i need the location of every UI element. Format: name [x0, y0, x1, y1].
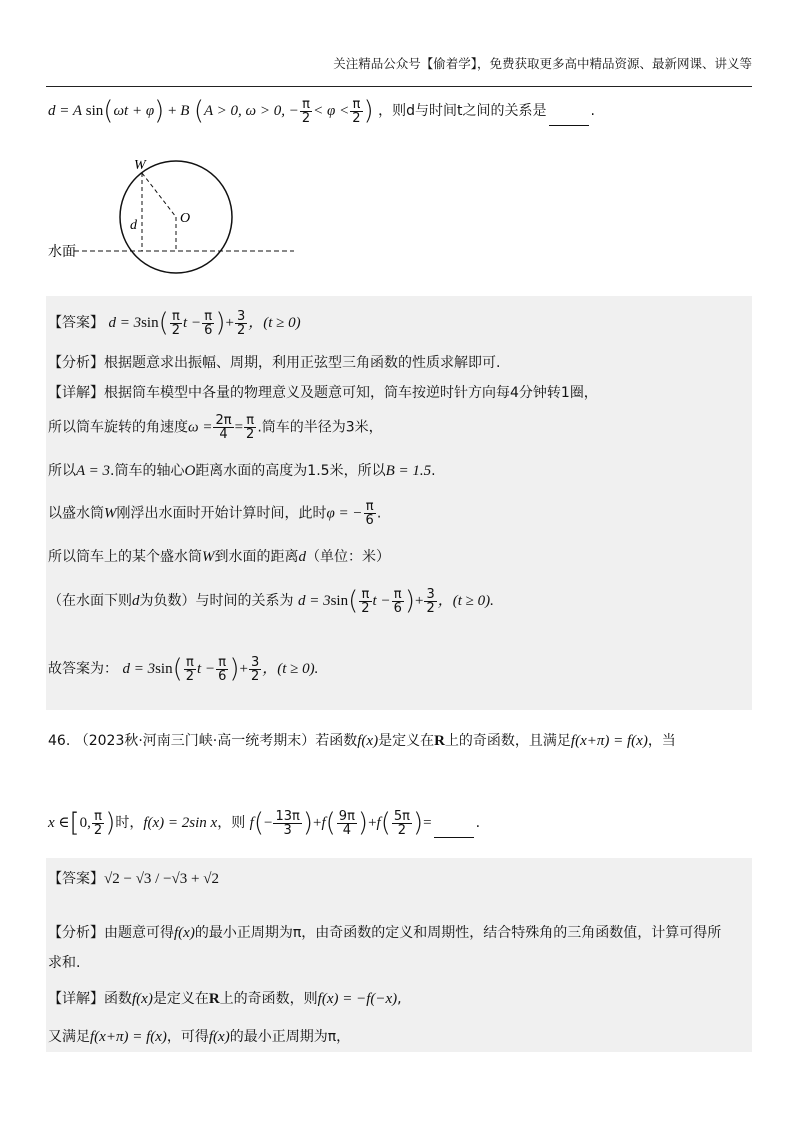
detail-45-line4 [48, 500, 381, 527]
analysis-text: 的最小正周期为π，由奇函数的定义和周期性，结合特殊角的三角函数值，计算可得所 [194, 925, 722, 941]
detail-text: ，可得 [166, 1029, 209, 1045]
detail-45-line1 [48, 382, 598, 402]
frac: $\frac{3}{2}$ [250, 654, 260, 684]
math: d [132, 593, 140, 609]
question-text: （2023秋·河南三门峡·高一统考期末）若函数 [74, 733, 358, 749]
question-45-tail: d = A sin(ωt + φ) + B (A > 0, ω > 0, − $\frac{\pi}{2}$ < φ < $\frac{\pi}{2}$ ) ，则d与时间t之间的关系是 . [48, 96, 595, 126]
detail-text: 所以 [48, 463, 76, 479]
question-number: 46. [48, 733, 71, 749]
math: A = 3 [76, 463, 111, 479]
frac: $\frac{\pi}{2}$ [93, 808, 103, 838]
frac: $\frac{9\pi}{4}$ [338, 808, 355, 838]
paren: [ [69, 808, 80, 838]
frac: $\frac{2\pi}{4}$ [215, 413, 232, 442]
detail-text: 刚浮出水面时开始计算时间，此时 [116, 505, 327, 522]
condition: < φ < [313, 103, 350, 119]
math: f(x) [357, 733, 379, 749]
label-water: 水面 [48, 244, 76, 260]
formula: sin [155, 661, 173, 677]
ans-plus: + [225, 315, 234, 331]
blank [549, 113, 589, 126]
detail-text: 距离水面的高度为1.5米，所以 [195, 463, 386, 479]
page-header: 关注精品公众号【偷着学】，免费获取更多高中精品资源、最新网课、讲义等 [333, 56, 752, 71]
frac: $\frac{\pi}{2}$ [361, 586, 370, 616]
paren: ( [253, 808, 264, 838]
frac: $\frac{\pi}{6}$ [393, 586, 402, 616]
detail-45-line5 [48, 546, 390, 566]
paren: ( [103, 96, 114, 126]
frac: $\frac{\pi}{2}$ [171, 308, 181, 338]
math: f [321, 815, 326, 831]
blank [434, 825, 474, 838]
formula: t − [197, 661, 216, 677]
detail-text: 所以筒车旋转的角速度 [48, 419, 188, 436]
answer-tag: 【答案】 [48, 315, 104, 331]
detail-text: 为负数）与时间的关系为 [139, 593, 294, 609]
paren: ) [404, 586, 416, 616]
detail-tag: 【详解】 [48, 385, 104, 401]
detail-text: 故答案为： [48, 661, 118, 677]
formula-sin: sin [82, 103, 104, 119]
frac: $\frac{\pi}{6}$ [204, 308, 213, 338]
math: f [376, 815, 381, 831]
math: O [184, 463, 196, 479]
water-wheel-figure [44, 155, 304, 290]
analysis-45 [48, 352, 500, 372]
frac: $\frac{\pi}{2}$ [185, 654, 195, 684]
answer-tag: 【答案】 [48, 871, 104, 887]
question-text: 上的奇函数，且满足 [444, 733, 571, 749]
paren: ( [380, 808, 391, 838]
detail-text: . [431, 463, 436, 479]
math: W [104, 505, 117, 522]
frac: $\frac{3}{2}$ [426, 586, 435, 616]
answer-46 [48, 868, 219, 888]
detail-text: 到水面的距离 [214, 549, 299, 565]
detail-text: 所以筒车上的某个盛水筒 [48, 549, 202, 565]
math: d [298, 549, 306, 565]
formula-omega: ωt + φ [113, 103, 155, 119]
analysis-tag: 【分析】 [48, 355, 104, 371]
frac: $\frac{\pi}{6}$ [218, 654, 227, 684]
paren: ( [325, 808, 336, 838]
detail-45-line3 [48, 460, 436, 480]
math: R [434, 733, 445, 749]
math: R [208, 991, 220, 1007]
math: f(x) [208, 1029, 230, 1045]
detail-text: . [376, 505, 382, 522]
paren: ( [172, 654, 183, 684]
paren: ( [193, 96, 205, 126]
analysis-text: 由题意可得 [104, 925, 174, 941]
label-o: O [180, 211, 191, 226]
formula: t − [372, 593, 391, 609]
formula: + [415, 593, 424, 609]
paren: ) [154, 96, 165, 126]
formula: sin [330, 593, 349, 609]
math: x ∈ [48, 815, 70, 831]
header-rule [46, 86, 752, 87]
paren: ) [105, 808, 116, 838]
condition: A > 0, ω > 0, − [204, 103, 299, 119]
detail-46-line2 [48, 1026, 350, 1046]
frac: $\frac{\pi}{2}$ [246, 413, 255, 442]
math: f(x) = 2sin x [143, 815, 218, 831]
frac: $\frac{\pi}{2}$ [352, 96, 361, 126]
question-text: ，当 [647, 733, 676, 749]
question-text: ，则 [217, 815, 246, 831]
formula-plus: + [164, 103, 181, 119]
analysis-text: 根据题意求出振幅、周期，利用正弦型三角函数的性质求解即可. [104, 355, 501, 371]
detail-text: （单位：米） [306, 549, 390, 565]
paren: ) [412, 808, 424, 838]
phi: φ = − [326, 505, 363, 522]
detail-text: 又满足 [48, 1029, 90, 1045]
detail-45-line6 [48, 586, 494, 616]
detail-text: 的最小正周期为π， [229, 1029, 351, 1045]
question-46-line1 [48, 730, 676, 750]
question-46-line2 [48, 808, 480, 838]
omega: ω = [188, 419, 213, 436]
detail-text: （在水面下则 [48, 593, 132, 609]
math: 0, [79, 815, 91, 831]
math: ，(t ≥ 0). [262, 661, 319, 677]
math: f(x) [132, 991, 153, 1007]
frac: $\frac{\pi}{2}$ [301, 96, 311, 126]
math: − [264, 815, 273, 831]
question-text: . [475, 815, 481, 831]
detail-tag: 【详解】 [48, 991, 104, 1007]
math: B = 1.5 [385, 463, 432, 479]
frac: $\frac{5\pi}{2}$ [393, 808, 410, 838]
line1-text: ，则d与时间t之间的关系是 [378, 103, 547, 119]
frac: $\frac{3}{2}$ [236, 308, 246, 338]
analysis-46-line1 [48, 922, 721, 942]
math: + [368, 815, 377, 831]
math: W [202, 549, 215, 565]
math: ，(t ≥ 0). [437, 593, 494, 609]
math: f(x+π) = f(x) [570, 733, 648, 749]
paren: ( [348, 586, 359, 616]
analysis-tag: 【分析】 [48, 925, 104, 941]
detail-text: 以盛水筒 [48, 505, 104, 522]
detail-text: 是定义在 [152, 991, 209, 1007]
label-w: W [134, 158, 146, 173]
analysis-text: 求和. [48, 955, 81, 971]
formula: d = 3 [122, 661, 156, 677]
frac: $\frac{13\pi}{3}$ [275, 808, 300, 838]
math: f(x+π) = f(x) [90, 1029, 167, 1045]
answer-45 [48, 308, 301, 338]
ans-cond: ，(t ≥ 0) [248, 315, 301, 331]
detail-46-line1 [48, 988, 402, 1008]
detail-45-line7 [48, 654, 318, 684]
math: = [423, 815, 432, 831]
question-text: 是定义在 [378, 733, 435, 749]
paren: ) [215, 308, 226, 338]
question-text: 时， [115, 815, 144, 831]
detail-text: , [397, 991, 402, 1007]
eq: = [234, 419, 244, 436]
label-d: d [130, 218, 137, 233]
answer-formula: √2 − √3 / −√3 + √2 [104, 871, 219, 887]
paren: ) [229, 654, 240, 684]
formula-b: B [180, 103, 190, 119]
frac: $\frac{\pi}{6}$ [365, 499, 374, 528]
detail-text: .筒车的轴心 [110, 463, 185, 479]
detail-text: 上的奇函数，则 [219, 991, 318, 1007]
paren: ) [302, 808, 313, 838]
formula: + [239, 661, 248, 677]
paren: ) [357, 808, 369, 838]
detail-text: 函数 [104, 991, 132, 1007]
math: f [249, 815, 254, 831]
paren: ( [158, 308, 169, 338]
paren: ) [363, 96, 374, 126]
detail-text: .筒车的半径为3米， [257, 419, 383, 436]
detail-text: 根据筒车模型中各量的物理意义及题意可知，筒车按逆时针方向每4分钟转1圈， [104, 385, 598, 401]
ans-formula: d = 3 [108, 315, 142, 331]
analysis-46-line2 [48, 952, 80, 972]
detail-45-line2 [48, 414, 383, 441]
ans-t: t − [183, 315, 202, 331]
formula: d = 3 [297, 593, 331, 609]
formula-d: d = A [48, 103, 83, 119]
ans-sin: sin [141, 315, 159, 331]
math: f(x) [174, 925, 195, 941]
math: + [313, 815, 322, 831]
math: f(x) = −f(−x) [317, 991, 398, 1007]
radius-dashed [142, 173, 176, 217]
